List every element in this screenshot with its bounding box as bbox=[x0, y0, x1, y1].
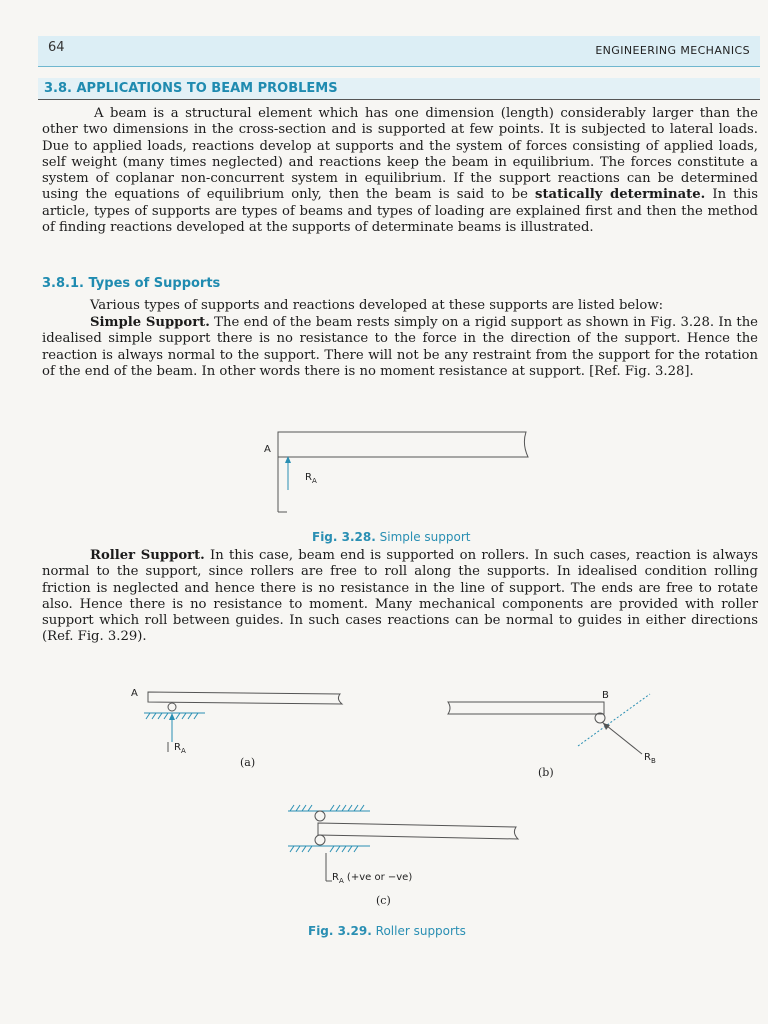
intro-bold-term: statically determinate. bbox=[535, 187, 706, 203]
fig-3-28-label-a: A bbox=[264, 444, 271, 455]
simple-support-text: The end of the beam rests simply on a rigid support as shown in Fig. 3.28. In the idealised simple support there is no resistance to the force in the direction of the support. Hence the reaction is always normal to the support. There will not be any restraint from the support for the rotation of the end of the beam. In other words there is no moment resistance at support. [Ref. Fig. 3.28]. bbox=[42, 315, 758, 379]
fig-3-29c-ra-note: (+ve or −ve) bbox=[343, 872, 413, 883]
intro-text-2: In this article, types of supports are types of beams and types of loading are explained first and then the method of finding reactions developed at the supports of determinate beams is illustrated. bbox=[42, 187, 758, 236]
fig-3-28-ra-main: R bbox=[305, 472, 312, 483]
fig-3-29-ab-diagram bbox=[0, 680, 768, 800]
page-header bbox=[38, 36, 760, 67]
fig-3-28-label-ra bbox=[305, 472, 317, 485]
types-lead-paragraph bbox=[42, 298, 758, 314]
intro-paragraph bbox=[42, 106, 758, 236]
fig-3-29-caption-text: Roller supports bbox=[375, 924, 466, 938]
section-heading: 3.8. APPLICATIONS TO BEAM PROBLEMS bbox=[38, 78, 760, 100]
roller-support-title: Roller Support. bbox=[90, 548, 205, 563]
fig-3-29b-sublabel: (b) bbox=[538, 766, 554, 779]
fig-3-29c-sublabel: (c) bbox=[376, 894, 391, 907]
fig-3-28-caption bbox=[312, 530, 471, 544]
fig-3-29-caption bbox=[308, 924, 466, 938]
roller-support-paragraph bbox=[42, 548, 758, 646]
fig-3-29-caption-number: Fig. 3.29. bbox=[308, 924, 372, 938]
running-title: ENGINEERING MECHANICS bbox=[595, 44, 750, 57]
intro-text-1: A beam is a structural element which has one dimension (length) considerably larger than the other two dimensions in the cross-section and is supported at few points. It is subjected to lateral loads. Due to applied loads, reactions develop at supports and the system of forces consisting of applied loads, self weight (many times neglected) and reactions keep the beam in equilibrium. The forces constitute a system of coplanar non-concurrent system in equilibrium. If the support reactions can be determined using the equations of equilibrium only, then the beam is said to be bbox=[42, 106, 758, 203]
types-lead-text: Various types of supports and reactions developed at these supports are listed below: bbox=[90, 298, 664, 313]
fig-3-29a-label-a: A bbox=[131, 688, 138, 699]
fig-3-29c-ra-sub: A bbox=[338, 877, 344, 885]
roller-support-text: In this case, beam end is supported on rollers. In such cases, reaction is always normal to the support, since rollers are free to roll along the supports. In idealised condition rolling friction is neglected and hence there is no resistance in the line of support. The ends are free to rotate also. Hence there is no resistance to moment. Many mechanical components are provided with roller support which roll between guides. In such cases reactions can be normal to guides in either directions (Ref. Fig. 3.29). bbox=[42, 548, 759, 645]
simple-support-title: Simple Support. bbox=[90, 315, 210, 330]
fig-3-29a-sublabel: (a) bbox=[240, 756, 256, 769]
simple-support-paragraph bbox=[42, 315, 758, 380]
fig-3-29b-rb-sub: B bbox=[650, 757, 656, 765]
fig-3-29b-label-b: B bbox=[602, 690, 609, 701]
fig-3-28-ra-sub: A bbox=[311, 477, 317, 485]
fig-3-28-caption-number: Fig. 3.28. bbox=[312, 530, 376, 544]
subsection-heading: 3.8.1. Types of Supports bbox=[42, 276, 221, 291]
fig-3-29a-label-ra bbox=[174, 742, 186, 755]
fig-3-29b-rb-main: R bbox=[644, 752, 651, 763]
fig-3-29a-ra-main: R bbox=[174, 742, 181, 753]
page-number: 64 bbox=[48, 40, 65, 55]
fig-3-29a-ra-sub: A bbox=[180, 747, 186, 755]
fig-3-29c-label-ra bbox=[332, 872, 412, 885]
fig-3-28-caption-text: Simple support bbox=[379, 530, 471, 544]
fig-3-29c-ra-main: R bbox=[332, 872, 339, 883]
fig-3-29b-label-rb bbox=[644, 752, 656, 765]
